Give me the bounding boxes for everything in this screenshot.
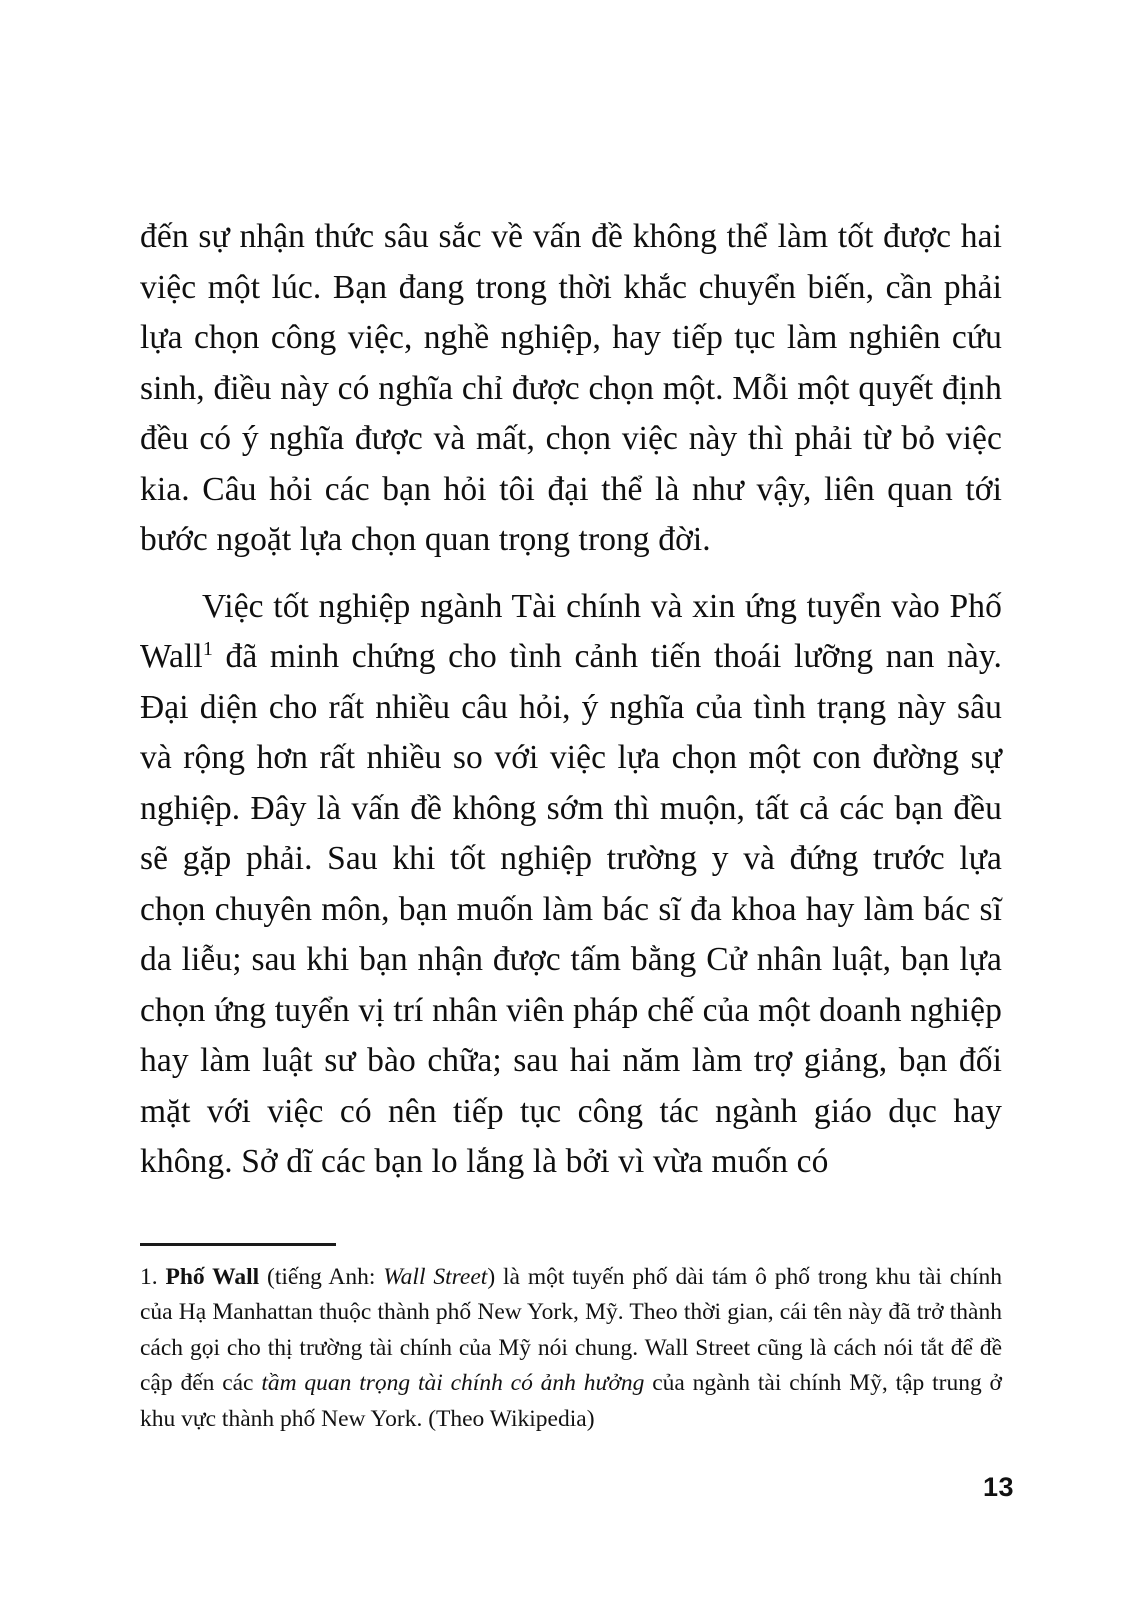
footnote-italic-2: tầm quan trọng tài chính có ảnh hưởng	[261, 1370, 645, 1396]
paragraph-2-text-before-footnote: Việc tốt nghiệp ngành Tài chính và xin ứng tuyển vào Phố Wall	[140, 587, 1002, 675]
footnote-reference-1[interactable]: 1	[202, 637, 213, 660]
footnote-section	[140, 1243, 1002, 1437]
footnote-text-part-2: ) là một tuyến phố dài tám ô phố trong khu tài chính của Hạ Manhattan thuộc thành phố New York, Mỹ. Theo thời gian, cái tên này đã trở thành cách gọi cho thị trường tài chính của Mỹ nói chung. Wall Street cũng là cách nói tắt để đề cập đến các	[140, 1263, 1003, 1396]
footnote-1	[140, 1260, 1002, 1438]
footnote-divider	[140, 1243, 336, 1246]
paragraph-2-text-after-footnote: đã minh chứng cho tình cảnh tiến thoái lưỡng nan này. Đại diện cho rất nhiều câu hỏi, ý nghĩa của tình trạng này sâu và rộng hơn rất nhiều so với việc lựa chọn một con đường sự nghiệp. Đây là vấn đề không sớm thì muộn, tất cả các bạn đều sẽ gặp phải. Sau khi tốt nghiệp trường y và đứng trước lựa chọn chuyên môn, bạn muốn làm bác sĩ đa khoa hay làm bác sĩ da liễu; sau khi bạn nhận được tấm bằng Cử nhân luật, bạn lựa chọn ứng tuyển vị trí nhân viên pháp chế của một doanh nghiệp hay làm luật sư bào chữa; sau hai năm làm trợ giảng, bạn đối mặt với việc có nên tiếp tục công tác ngành giáo dục hay không. Sở dĩ các bạn lo lắng là bởi vì vừa muốn có	[140, 638, 1002, 1180]
footnote-italic-1: Wall Street	[383, 1263, 488, 1290]
footnote-text-part-3: của ngành tài chính Mỹ, tập trung ở khu vực thành phố New York. (Theo Wikipedia)	[140, 1370, 1002, 1432]
page-body	[140, 212, 1002, 1188]
footnote-term: Phố Wall	[165, 1263, 260, 1290]
paragraph-1: đến sự nhận thức sâu sắc về vấn đề không thể làm tốt được hai việc một lúc. Bạn đang trong thời khắc chuyển biến, cần phải lựa chọn công việc, nghề nghiệp, hay tiếp tục làm nghiên cứu sinh, điều này có nghĩa chỉ được chọn một. Mỗi một quyết định đều có ý nghĩa được và mất, chọn việc này thì phải từ bỏ việc kia. Câu hỏi các bạn hỏi tôi đại thể là như vậy, liên quan tới bước ngoặt lựa chọn quan trọng trong đời.	[140, 218, 1002, 558]
footnote-number: 1.	[140, 1263, 166, 1290]
footnote-text-part-1: (tiếng Anh:	[259, 1263, 384, 1290]
page-number: 13	[982, 1472, 1014, 1502]
paragraph-2	[140, 582, 1002, 1188]
